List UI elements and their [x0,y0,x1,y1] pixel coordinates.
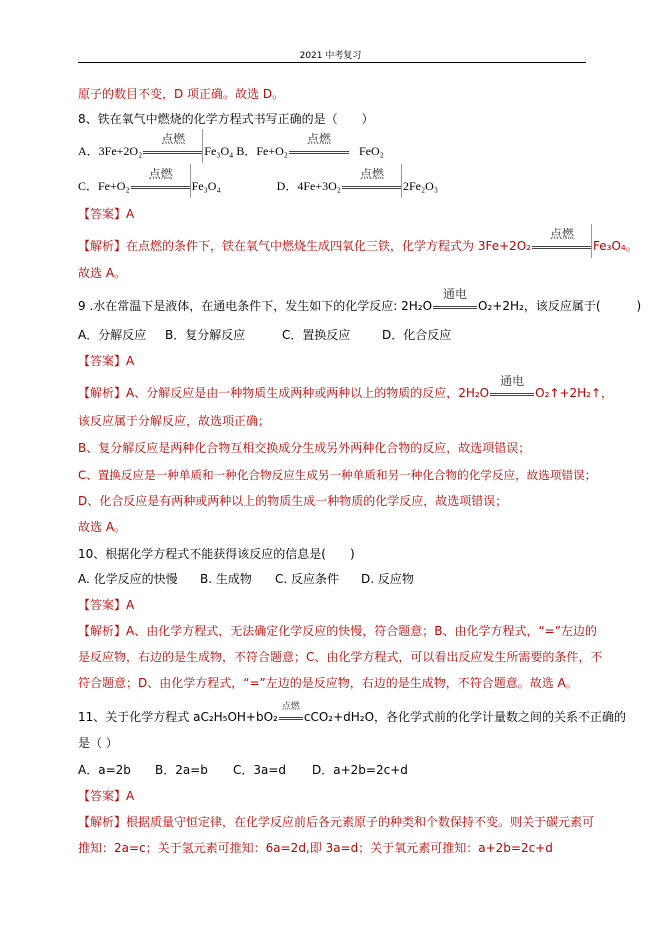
q8-analysis [78,227,638,254]
q11-question-line2: 是（ ） [78,736,118,750]
analysis-text: 【解析】A、分解反应是由一种物质生成两种或两种以上的物质的反应，2H₂O [78,386,490,400]
analysis-line: 符合题意；D、由化学方程式，“=”左边的是反应物，右边的是生成物，不符合题意。故选 A。 [78,676,578,690]
q11-answer: 【答案】A [78,789,135,803]
reaction-arrow [342,167,402,194]
option-d: D. 反应物 [361,572,414,586]
q8-a-pre: A．3Fe+2O₂ [78,144,143,158]
analysis-line: 是反应物，右边的是生成物，不符合题意；C、由化学方程式，可以看出反应发生所需要的条件，不 [78,650,603,664]
option-b: B. 生成物 [200,572,252,586]
carryover-text: 原子的数目不变，D 项正确。故选 D。 [78,87,285,101]
question-text: O₂+2H₂，该反应属于( ) [478,299,642,313]
option-c: C．3a=d [233,763,287,777]
reaction-arrow [490,374,534,401]
reaction-arrow [433,287,477,314]
analysis-line: 【解析】根据质量守恒定律，在化学反应前后各元素原子的种类和个数保持不变。则关于碳元素可 [78,815,595,829]
analysis-line: 推知：2a=c；关于氢元素可推知：6a=2d,即 3a=d；关于氧元素可推知：a+2b=2c+d [78,841,553,855]
analysis-line: 该反应属于分解反应，故选项正确； [78,414,271,428]
q8-c-post: Fe₃O₄ [191,179,221,193]
condition-label: 点燃 [161,132,186,146]
reaction-arrow [532,227,592,254]
option-b: B．复分解反应 [165,328,246,342]
analysis-line: D、化合反应是有两种或两种以上的物质生成一种物质的化学反应，故选项错误； [78,494,508,508]
page-header: 2021 中考复习 [299,51,362,61]
q11-question [78,702,627,725]
option-b: B．2a=b [155,763,208,777]
q10-options [78,571,414,587]
q11-options [78,762,408,778]
reaction-arrow [289,132,349,159]
option-a: A．分解反应 [78,328,147,342]
q8-d-pre: D．4Fe+3O₂ [276,179,341,193]
question-text: 11、关于化学方程式 aC₂H₅OH+bO₂ [78,710,278,724]
q8-question: 8、铁在氧气中燃烧的化学方程式书写正确的是（ ） [78,112,374,126]
analysis-line: B、复分解反应是两种化合物互相交换成分生成另外两种化合物的反应，故选项错误； [78,441,531,455]
q8-b-post: FeO₂ [358,144,384,158]
option-a: A．a=2b [78,763,131,777]
q8-b-pre: B．Fe+O₂ [236,144,288,158]
q8-answer: 【答案】A [78,207,135,221]
option-a: A. 化学反应的快慢 [78,572,178,586]
q8-a-post: Fe₃O₄ [204,144,234,158]
q9-question [78,287,642,314]
reaction-arrow [143,132,203,159]
analysis-line: 【解析】A、由化学方程式，无法确定化学反应的快慢，符合题意；B、由化学方程式，“=”左边的 [78,624,597,638]
analysis-line: 故选 A。 [78,520,127,534]
condition-label: 点燃 [148,167,173,181]
q8-conclusion: 故选 A。 [78,266,127,280]
q9-answer: 【答案】A [78,354,135,368]
condition-label: 点燃 [281,702,300,712]
option-d: D．a+2b=2c+d [312,763,408,777]
q10-answer: 【答案】A [78,598,135,612]
condition-label: 通电 [500,374,525,388]
analysis-line: C、置换反应是一种单质和一种化合物反应生成另一种单质和另一种化合物的化学反应，故选项错误； [78,468,597,482]
q9-analysis [78,374,614,401]
option-c: C．置换反应 [282,328,351,342]
condition-label: 点燃 [550,227,575,241]
q8-c-pre: C．Fe+O₂ [78,179,130,193]
reaction-arrow [279,702,303,725]
question-text: 9 .水在常温下是液体，在通电条件下，发生如下的化学反应: 2H₂O [78,299,433,313]
option-c: C. 反应条件 [275,572,340,586]
condition-label: 点燃 [359,167,384,181]
option-d: D．化合反应 [382,328,452,342]
analysis-text: O₂↑+2H₂↑， [535,386,614,400]
condition-label: 点燃 [306,132,331,146]
q8-d-post: 2Fe₂O₃ [402,179,439,193]
q8-options-cd [78,167,439,194]
q8-options-ab [78,132,384,159]
analysis-text: 【解析】在点燃的条件下，铁在氧气中燃烧生成四氧化三铁，化学方程式为 3Fe+2O₂ [78,239,532,253]
q9-options [78,327,451,343]
analysis-text: Fe₃O₄。 [593,239,638,253]
header-divider [78,62,586,63]
question-text: cCO₂+dH₂O，各化学式前的化学计量数之间的关系不正确的 [303,710,627,724]
q10-question: 10、根据化学方程式不能获得该反应的信息是( ) [78,547,355,561]
reaction-arrow [131,167,191,194]
condition-label: 通电 [443,287,468,301]
